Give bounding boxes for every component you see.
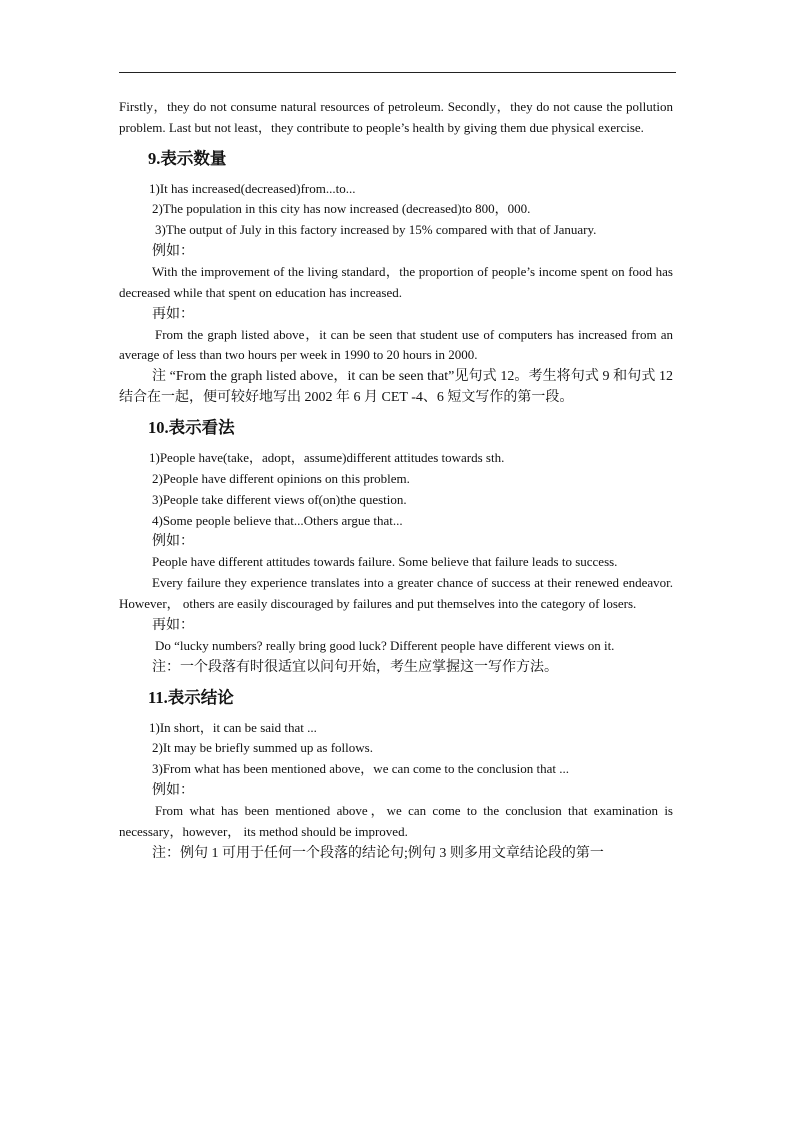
section-10-example-label: 例如：: [152, 533, 194, 550]
section-9-pattern-1: 1)It has increased(decreased)from...to...: [149, 180, 356, 196]
section-11-note: 注：例句 1 可用于任何一个段落的结论句;例句 3 则多用文章结论段的第一: [152, 845, 604, 861]
section-10-title: 表示看法: [168, 418, 235, 438]
section-9-pattern-2: 2)The population in this city has now increased (decreased)to 800，000.: [152, 201, 531, 217]
section-10-pattern-2: 2)People have different opinions on this problem.: [152, 470, 410, 486]
section-9-example-1: With the improvement of the living standard，the proportion of people’s income spent on food has decreased while that spent on education has increased.: [119, 263, 673, 300]
section-9-number: 9.: [148, 148, 161, 168]
section-10-note: 注：一个段落有时很适宜以问句开始，考生应掌握这一写作方法。: [152, 659, 558, 675]
section-10-pattern-1: 1)People have(take，adopt，assume)different attitudes towards sth.: [149, 450, 505, 466]
section-9-pattern-3: 3)The output of July in this factory increased by 15% compared with that of January.: [155, 222, 597, 238]
section-9-example-2: From the graph listed above，it can be seen that student use of computers has increased from an average of less than two hours per week in 1990 to 20 hours in 2000.: [119, 326, 673, 363]
section-10-example-1: People have different attitudes towards failure. Some believe that failure leads to success.: [152, 554, 618, 570]
section-10-pattern-3: 3)People take different views of(on)the question.: [152, 491, 407, 507]
section-10-example-label-2: 再如：: [152, 616, 194, 633]
section-9-title: 表示数量: [160, 148, 227, 168]
intro-paragraph: Firstly，they do not consume natural resources of petroleum. Secondly，they do not cause the pollution problem. Last but not least，they contribute to people’s health by giving them due physical exercise.: [119, 99, 673, 135]
document-page: [119, 97, 673, 864]
section-11-pattern-1: 1)In short，it can be said that ...: [149, 719, 317, 735]
section-9-example-label: 例如：: [152, 242, 194, 259]
section-9-heading: [148, 146, 673, 172]
header-rule: [119, 72, 676, 73]
section-11-pattern-3: 3)From what has been mentioned above，we can come to the conclusion that ...: [152, 761, 569, 777]
section-9-note: 注 “From the graph listed above，it can be seen that”见句式 12。考生将句式 9 和句式 12 结合在一起，便可较好地写出 2002 年 6 月 CET -4、6 短文写作的第一段。: [119, 369, 673, 406]
section-10-example-2: Do “lucky numbers? really bring good luck? Different people have different views on it.: [155, 637, 615, 653]
section-11-title: 表示结论: [167, 687, 234, 707]
section-11-example-1: From what has been mentioned above，we can come to the conclusion that examination is necessary，however， its method should be improved.: [119, 802, 673, 839]
section-11-heading: [148, 685, 673, 711]
section-11-example-label: 例如：: [152, 781, 194, 798]
section-10-number: 10.: [148, 418, 169, 438]
section-10-pattern-4: 4)Some people believe that...Others argue that...: [152, 512, 403, 528]
section-11-number: 11.: [148, 687, 168, 707]
section-10-example-1-continued: Every failure they experience translates into a greater chance of success at their renewed endeavor. However， others are easily discouraged by failures and put themselves into the category of losers.: [119, 575, 673, 611]
section-11-pattern-2: 2)It may be briefly summed up as follows.: [152, 740, 373, 756]
section-9-example-label-2: 再如：: [152, 305, 194, 322]
section-10-heading: [148, 415, 673, 441]
